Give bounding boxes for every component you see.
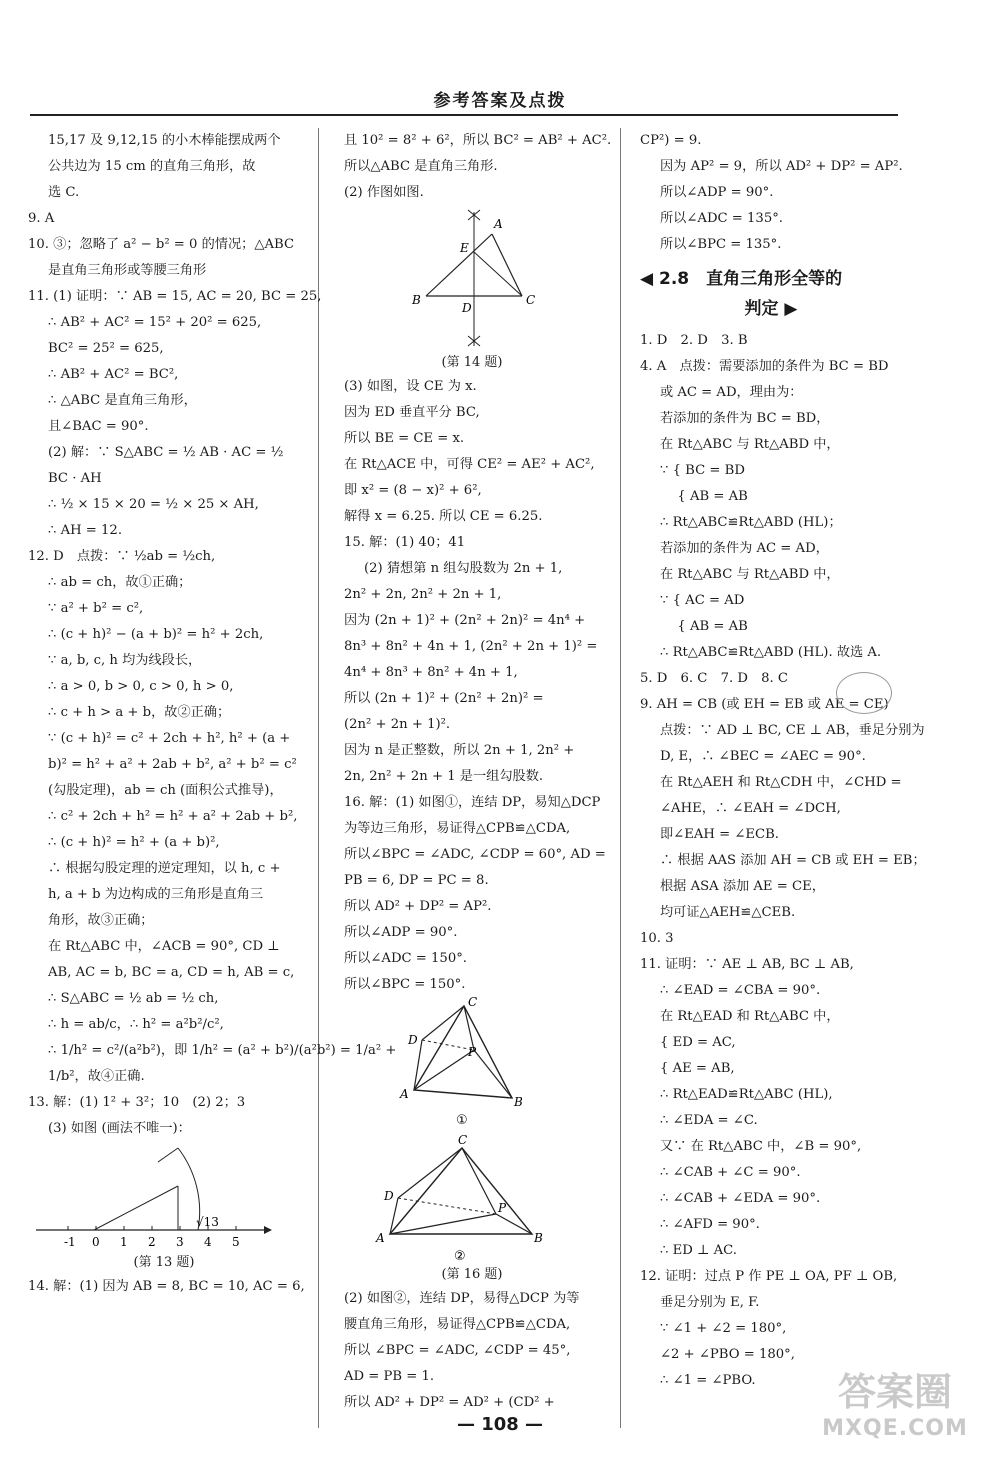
column-3 bbox=[640, 128, 926, 1394]
text-line: 所以∠ADC = 150°. bbox=[344, 951, 468, 966]
text-line: ∵ { BC = BD bbox=[660, 463, 745, 478]
text-line: ∴ ∠EAD = ∠CBA = 90°. bbox=[660, 983, 821, 998]
fig16-sub-2: ② bbox=[454, 1249, 466, 1264]
text-line: ∴ AH = 12. bbox=[48, 523, 123, 538]
text-line: 公共边为 15 cm 的直角三角形，故 bbox=[48, 159, 256, 174]
column-2-end-lines bbox=[344, 1286, 600, 1416]
text-line: 因为 ED 垂直平分 BC, bbox=[344, 405, 480, 420]
text-line: 腰直角三角形，易证得△CPB≌△CDA, bbox=[344, 1317, 571, 1332]
text-line: ∠2 + ∠PBO = 180°, bbox=[660, 1347, 795, 1362]
column-divider-2 bbox=[620, 128, 621, 1428]
text-line: ∴ h = ab/c，∴ h² = a²b²/c², bbox=[48, 1017, 224, 1032]
page-number: — 108 — bbox=[456, 1414, 544, 1435]
label-b: B bbox=[412, 293, 421, 307]
column-2-mid-lines bbox=[344, 374, 606, 998]
text-line: 所以∠BPC = 135°. bbox=[660, 237, 782, 252]
label-e: E bbox=[460, 241, 469, 255]
text-line: 均可证△AEH≌△CEB. bbox=[660, 905, 796, 920]
text-line: 且 10² = 8² + 6²，所以 BC² = AB² + AC². bbox=[344, 133, 612, 148]
tick-label: 4 bbox=[204, 1235, 212, 1249]
text-line: 1/b²，故④正确. bbox=[48, 1069, 145, 1084]
column-3-end-lines bbox=[640, 328, 926, 1394]
text-line: 在 Rt△ABC 中，∠ACB = 90°, CD ⊥ bbox=[48, 939, 280, 954]
segment-pc-1 bbox=[464, 1006, 474, 1050]
text-line: 在 Rt△EAD 和 Rt△ABC 中， bbox=[660, 1009, 840, 1024]
text-line: h, a + b 为边构成的三角形是直角三 bbox=[48, 887, 264, 902]
text-line: 因为 n 是正整数，所以 2n + 1, 2n² + bbox=[344, 743, 575, 758]
figure-13 bbox=[28, 1142, 300, 1252]
text-line: ∴ ∠CAB + ∠EDA = 90°. bbox=[660, 1191, 821, 1206]
text-line: 所以 (2n + 1)² + (2n² + 2n)² = bbox=[344, 691, 544, 706]
text-line: PB = 6, DP = PC = 8. bbox=[344, 873, 489, 888]
fig16-1-label-b: B bbox=[514, 1095, 523, 1109]
text-line: { AE = AB, bbox=[660, 1061, 735, 1076]
segment-ba bbox=[426, 234, 492, 296]
text-line: ∴ 根据 AAS 添加 AH = CB 或 EH = EB； bbox=[660, 853, 926, 868]
text-line: ∴ ∠EDA = ∠C. bbox=[660, 1113, 758, 1128]
text-line: 在 Rt△ABC 与 Rt△ABD 中， bbox=[660, 567, 840, 582]
segment-pb-2 bbox=[496, 1214, 532, 1234]
number-line-arrow bbox=[264, 1226, 272, 1234]
text-line: 在 Rt△ACE 中，可得 CE² = AE² + AC², bbox=[344, 457, 595, 472]
text-line: 角形，故③正确； bbox=[48, 913, 154, 928]
figure-16-caption: (第 16 题) bbox=[441, 1267, 503, 1282]
text-line: 即 x² = (8 − x)² + 6², bbox=[344, 483, 482, 498]
text-line: 10. 3 bbox=[640, 931, 674, 946]
text-line: D, E，∴ ∠BEC = ∠AEC = 90°. bbox=[660, 749, 866, 764]
figure-13-caption: (第 13 题) bbox=[133, 1255, 195, 1270]
text-line: { ED = AC, bbox=[660, 1035, 736, 1050]
segment-ec bbox=[474, 252, 522, 296]
text-line: ∴ ∠CAB + ∠C = 90°. bbox=[660, 1165, 801, 1180]
segment-dp-1 bbox=[422, 1040, 474, 1050]
text-line: 解得 x = 6.25. 所以 CE = 6.25. bbox=[344, 509, 543, 524]
text-line: (3) 如图，设 CE 为 x. bbox=[344, 379, 477, 394]
text-line: ∵ ∠1 + ∠2 = 180°, bbox=[660, 1321, 787, 1336]
fig16-2-label-c: C bbox=[458, 1133, 468, 1147]
text-line: 根据 ASA 添加 AE = CE， bbox=[660, 879, 825, 894]
text-line: ∴ S△ABC = ½ ab = ½ ch, bbox=[48, 991, 219, 1006]
segment-dc-2 bbox=[398, 1148, 462, 1198]
text-line: 9. AH = CB (或 EH = EB 或 AE = CE) bbox=[640, 697, 889, 712]
text-line: 1. D 2. D 3. B bbox=[640, 333, 748, 348]
label-d: D bbox=[462, 301, 472, 315]
column-3-start-lines bbox=[640, 128, 902, 258]
text-line: (2) 猜想第 n 组勾股数为 2n + 1, bbox=[364, 561, 563, 576]
text-line: { AB = AB bbox=[660, 489, 748, 504]
figure-14-caption: (第 14 题) bbox=[441, 355, 503, 370]
text-line: 是直角三角形或等腰三角形 bbox=[48, 263, 207, 278]
hypotenuse-line bbox=[94, 1186, 178, 1230]
text-line: BC · AH bbox=[48, 471, 102, 486]
text-line: ∴ ∠1 = ∠PBO. bbox=[660, 1373, 756, 1388]
text-line: ∴ (c + h)² − (a + b)² = h² + 2ch, bbox=[48, 627, 264, 642]
text-line: 8n³ + 8n² + 4n + 1, (2n² + 2n + 1)² = bbox=[344, 639, 598, 654]
text-line: 5. D 6. C 7. D 8. C bbox=[640, 671, 788, 686]
text-line: 为等边三角形，易证得△CPB≌△CDA, bbox=[344, 821, 571, 836]
text-line: 所以∠ADP = 90°. bbox=[344, 925, 458, 940]
text-line: ∵ a² + b² = c², bbox=[48, 601, 144, 616]
triangle-abc-1 bbox=[414, 1006, 512, 1098]
text-line: 12. 证明：过点 P 作 PE ⊥ OA, PF ⊥ OB, bbox=[640, 1269, 898, 1284]
text-line: 且∠BAC = 90°. bbox=[48, 419, 149, 434]
radius-line bbox=[158, 1148, 178, 1162]
text-line: CP²) = 9. bbox=[640, 133, 702, 148]
text-line: 所以∠BPC = 150°. bbox=[344, 977, 466, 992]
text-line: 16. 解：(1) 如图①，连结 DP，易知△DCP bbox=[344, 795, 601, 810]
text-line: ∴ AB² + AC² = 15² + 20² = 625, bbox=[48, 315, 262, 330]
section-title-line-1: ◀ 2.8 直角三角形全等的 bbox=[640, 269, 843, 289]
text-line: ∴ a > 0, b > 0, c > 0, h > 0, bbox=[48, 679, 234, 694]
text-line: 所以△ABC 是直角三角形. bbox=[344, 159, 498, 174]
text-line: ∴ Rt△EAD≌Rt△ABC (HL), bbox=[660, 1087, 833, 1102]
watermark-bottom: MXQE.COM bbox=[822, 1416, 968, 1441]
text-line: { AB = AB bbox=[660, 619, 748, 634]
text-line: 因为 AP² = 9，所以 AD² + DP² = AP². bbox=[660, 159, 903, 174]
sqrt13-label: √13 bbox=[196, 1215, 219, 1229]
tick-label: -1 bbox=[64, 1235, 76, 1249]
text-line: ∴ ∠AFD = 90°. bbox=[660, 1217, 760, 1232]
text-line: ∠AHE，∴ ∠EAH = ∠DCH, bbox=[660, 801, 841, 816]
text-line: ∴ AB² + AC² = BC², bbox=[48, 367, 179, 382]
text-line: ∴ 1/h² = c²/(a²b²)，即 1/h² = (a² + b²)/(a²b²) = 1/a² + bbox=[48, 1043, 397, 1058]
text-line: 即∠EAH = ∠ECB. bbox=[660, 827, 779, 842]
column-1-end-lines bbox=[28, 1274, 305, 1300]
text-line: ∴ Rt△ABC≌Rt△ABD (HL)； bbox=[660, 515, 842, 530]
fig16-sub-1: ① bbox=[456, 1113, 468, 1128]
text-line: b)² = h² + a² + 2ab + b², a² + b² = c² bbox=[48, 757, 297, 772]
text-line: 10. ③；忽略了 a² − b² = 0 的情况；△ABC bbox=[28, 237, 295, 252]
text-line: 又∵ 在 Rt△ABC 中，∠B = 90°, bbox=[660, 1139, 862, 1154]
text-line: 2n² + 2n, 2n² + 2n + 1, bbox=[344, 587, 502, 602]
text-line: ∴ ab = ch，故①正确； bbox=[48, 575, 192, 590]
tick-label: 5 bbox=[232, 1235, 240, 1249]
tick-label: 0 bbox=[92, 1235, 100, 1249]
text-line: ∴ 根据勾股定理的逆定理知，以 h, c + bbox=[48, 861, 281, 876]
text-line: 所以 ∠BPC = ∠ADC, ∠CDP = 45°, bbox=[344, 1343, 571, 1358]
text-line: 选 C. bbox=[48, 185, 80, 200]
text-line: 垂足分别为 E, F. bbox=[660, 1295, 760, 1310]
text-line: 所以 AD² + DP² = AD² + (CD² + bbox=[344, 1395, 555, 1410]
text-line: ∴ ½ × 15 × 20 = ½ × 25 × AH, bbox=[48, 497, 259, 512]
page-header-title: 参考答案及点拨 bbox=[433, 91, 567, 111]
tick-label: 1 bbox=[120, 1235, 128, 1249]
text-line: 所以∠BPC = ∠ADC, ∠CDP = 60°, AD = bbox=[344, 847, 606, 862]
fig16-2-label-a: A bbox=[376, 1231, 385, 1245]
watermark-logo bbox=[800, 1370, 990, 1460]
text-line: 所以∠ADC = 135°. bbox=[660, 211, 784, 226]
fig16-1-label-a: A bbox=[400, 1087, 409, 1101]
column-2-start-lines bbox=[344, 128, 612, 206]
text-line: 点拨：∵ AD ⊥ BC, CE ⊥ AB，垂足分别为 bbox=[660, 723, 925, 738]
segment-pb-1 bbox=[474, 1050, 512, 1098]
watermark-top: 答案圈 bbox=[837, 1370, 952, 1414]
fig16-1-label-d: D bbox=[408, 1033, 418, 1047]
text-line: AB, AC = b, BC = a, CD = h, AB = c, bbox=[48, 965, 295, 980]
text-line: (3) 如图 (画法不唯一)： bbox=[48, 1121, 191, 1136]
fig16-2-label-b: B bbox=[534, 1231, 543, 1245]
text-line: 在 Rt△AEH 和 Rt△CDH 中，∠CHD = bbox=[660, 775, 902, 790]
segment-ac bbox=[492, 234, 522, 296]
fig16-2-label-p: P bbox=[498, 1201, 507, 1215]
text-line: (勾股定理)，ab = ch (面积公式推导)， bbox=[48, 783, 283, 798]
text-line: 所以∠ADP = 90°. bbox=[660, 185, 774, 200]
section-title-line-2: 判定 ▶ bbox=[744, 299, 798, 319]
label-a: A bbox=[494, 217, 503, 231]
fig16-2-label-d: D bbox=[384, 1189, 394, 1203]
text-line: ∴ (c + h)² = h² + (a + b)², bbox=[48, 835, 220, 850]
text-line: AD = PB = 1. bbox=[344, 1369, 435, 1384]
text-line: 4. A 点拨：需要添加的条件为 BC = BD bbox=[640, 359, 889, 374]
tick-label: 2 bbox=[148, 1235, 156, 1249]
text-line: (2n² + 2n + 1)². bbox=[344, 717, 451, 732]
text-line: ∵ a, b, c, h 均为线段长， bbox=[48, 653, 202, 668]
text-line: 因为 (2n + 1)² + (2n² + 2n)² = 4n⁴ + bbox=[344, 613, 586, 628]
text-line: 或 AC = AD，理由为： bbox=[660, 385, 803, 400]
text-line: 9. A bbox=[28, 211, 55, 226]
text-line: 15,17 及 9,12,15 的小木棒能摆成两个 bbox=[48, 133, 281, 148]
tick-label: 3 bbox=[176, 1235, 184, 1249]
text-line: 若添加的条件为 BC = BD， bbox=[660, 411, 830, 426]
column-2 bbox=[344, 128, 612, 1416]
figure-16 bbox=[344, 995, 600, 1264]
text-line: 14. 解：(1) 因为 AB = 8, BC = 10, AC = 6, bbox=[28, 1279, 305, 1294]
segment-pc-2 bbox=[462, 1148, 496, 1214]
text-line: 11. 证明：∵ AE ⊥ AB, BC ⊥ AB, bbox=[640, 957, 854, 972]
text-line: 11. (1) 证明：∵ AB = 15, AC = 20, BC = 25, bbox=[28, 289, 322, 304]
text-line: ∴ △ABC 是直角三角形， bbox=[48, 393, 197, 408]
text-line: ∴ Rt△ABC≌Rt△ABD (HL). 故选 A. bbox=[660, 645, 882, 660]
text-line: 4n⁴ + 8n³ + 8n² + 4n + 1, bbox=[344, 665, 518, 680]
text-line: BC² = 25² = 625, bbox=[48, 341, 164, 356]
text-line: 13. 解：(1) 1² + 3²；10 (2) 2；3 bbox=[28, 1095, 246, 1110]
label-c: C bbox=[526, 293, 536, 307]
text-line: ∵ { AC = AD bbox=[660, 593, 745, 608]
segment-ap-1 bbox=[414, 1050, 474, 1090]
column-divider-1 bbox=[318, 128, 319, 1428]
text-line: 2n, 2n² + 2n + 1 是一组勾股数. bbox=[344, 769, 544, 784]
text-line: (2) 如图②，连结 DP，易得△DCP 为等 bbox=[344, 1291, 580, 1306]
text-line: (2) 作图如图. bbox=[344, 185, 424, 200]
text-line: ∴ c² + 2ch + h² = h² + a² + 2ab + b², bbox=[48, 809, 298, 824]
segment-dc-1 bbox=[422, 1006, 464, 1040]
text-line: (2) 解：∵ S△ABC = ½ AB · AC = ½ bbox=[48, 445, 284, 460]
fig16-1-label-c: C bbox=[468, 995, 478, 1009]
text-line: ∴ ED ⊥ AC. bbox=[660, 1243, 737, 1258]
text-line: 12. D 点拨：∵ ½ab = ½ch, bbox=[28, 549, 216, 564]
seal-stamp bbox=[836, 672, 892, 714]
text-line: 在 Rt△ABC 与 Rt△ABD 中， bbox=[660, 437, 840, 452]
text-line: 若添加的条件为 AC = AD， bbox=[660, 541, 829, 556]
text-line: ∴ c + h > a + b，故②正确； bbox=[48, 705, 231, 720]
fig16-1-label-p: P bbox=[468, 1045, 477, 1059]
text-line: 15. 解：(1) 40；41 bbox=[344, 535, 466, 550]
figure-14 bbox=[344, 206, 600, 352]
segment-ap-2 bbox=[390, 1214, 496, 1234]
text-line: 所以 BE = CE = x. bbox=[344, 431, 465, 446]
header-rule bbox=[30, 114, 898, 116]
text-line: 所以 AD² + DP² = AP². bbox=[344, 899, 492, 914]
text-line: ∵ (c + h)² = c² + 2ch + h², h² + (a + bbox=[48, 731, 291, 746]
